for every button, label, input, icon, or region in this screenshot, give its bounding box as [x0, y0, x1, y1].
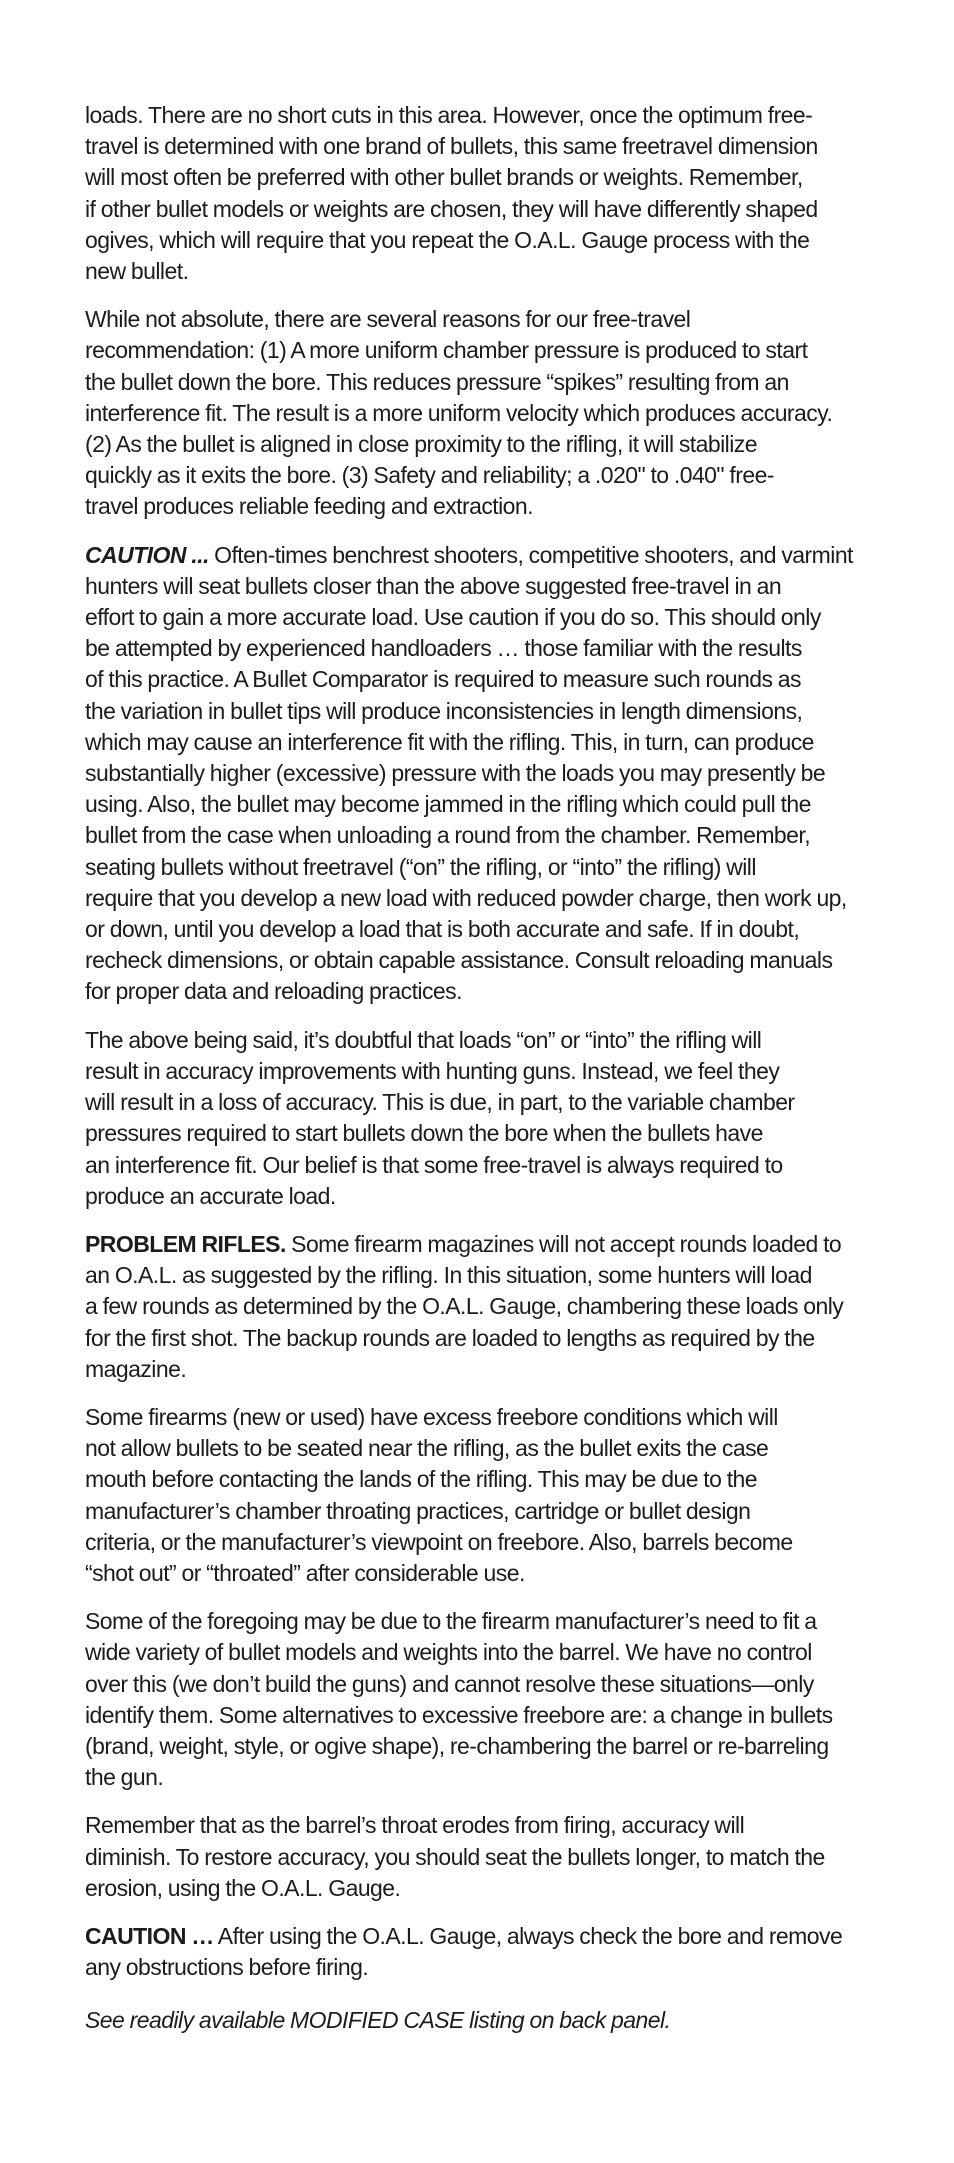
text-line: will result in a loss of accuracy. This is due, in part, to the variable chamber [85, 1089, 795, 1116]
text-line: loads. There are no short cuts in this area. However, once the optimum free- [85, 102, 813, 128]
text-line: (brand, weight, style, or ogive shape), re-chambering the barrel or re-barreling [85, 1732, 829, 1759]
text-line: effort to gain a more accurate load. Use caution if you do so. This should only [85, 604, 821, 631]
text-line: seating bullets without freetravel (“on” the rifling, or “into” the rifling) will [85, 853, 756, 880]
text-line: which may cause an interference fit with the rifling. This, in turn, can produce [85, 728, 814, 755]
paragraph-problem-rifles [85, 1229, 885, 1385]
text-line: “shot out” or “throated” after considerable use. [85, 1559, 525, 1586]
text-line: wide variety of bullet models and weights into the barrel. We have no control [85, 1639, 812, 1666]
text-line [85, 540, 885, 571]
text-line: result in accuracy improvements with hunting guns. Instead, we feel they [85, 1057, 780, 1084]
text-run: Some firearm magazines will not accept rounds loaded to [285, 1230, 842, 1257]
text-line: for the first shot. The backup rounds are loaded to lengths as required by the [85, 1324, 815, 1351]
text-line: diminish. To restore accuracy, you should seat the bullets longer, to match the [85, 1843, 825, 1870]
paragraph-hunting-guns [85, 1025, 885, 1212]
paragraph-caution-benchrest [85, 540, 885, 1008]
text-line: for proper data and reloading practices. [85, 978, 462, 1005]
text-line: magazine. [85, 1355, 187, 1382]
text-line: ogives, which will require that you repeat the O.A.L. Gauge process with the [85, 226, 810, 253]
paragraph-manufacturer-need [85, 1606, 885, 1793]
text-line: hunters will seat bullets closer than the above suggested free-travel in an [85, 572, 782, 599]
text-line: travel produces reliable feeding and extraction. [85, 493, 534, 520]
text-line: will most often be preferred with other bullet brands or weights. Remember, [85, 164, 803, 191]
text-line: Some firearms (new or used) have excess freebore conditions which will [85, 1403, 778, 1430]
text-line [85, 1921, 885, 1952]
text-line: if other bullet models or weights are chosen, they will have differently shaped [85, 195, 818, 222]
text-line: an O.A.L. as suggested by the rifling. In this situation, some hunters will load [85, 1262, 812, 1289]
text-line: require that you develop a new load with reduced powder charge, then work up, [85, 884, 847, 911]
text-line: identify them. Some alternatives to excessive freebore are: a change in bullets [85, 1701, 833, 1728]
text-line: an interference fit. Our belief is that some free-travel is always required to [85, 1151, 783, 1178]
text-line: new bullet. [85, 258, 189, 285]
text-line: using. Also, the bullet may become jammed in the rifling which could pull the [85, 791, 811, 818]
text-run: After using the O.A.L. Gauge, always check the bore and remove [213, 1922, 843, 1949]
caution-lead: CAUTION ... [85, 541, 209, 568]
text-line: mouth before contacting the lands of the rifling. This may be due to the [85, 1466, 758, 1493]
text-line: Some of the foregoing may be due to the firearm manufacturer’s need to fit a [85, 1608, 817, 1635]
text-line: be attempted by experienced handloaders … those familiar with the results [85, 635, 802, 662]
text-line: any obstructions before firing. [85, 1954, 369, 1981]
text-line: (2) As the bullet is aligned in close proximity to the rifling, it will stabilize [85, 431, 757, 458]
text-line: bullet from the case when unloading a round from the chamber. Remember, [85, 822, 811, 849]
text-line: criteria, or the manufacturer’s viewpoint on freebore. Also, barrels become [85, 1528, 793, 1555]
paragraph-excess-freebore [85, 1402, 885, 1589]
footnote-modified-case [85, 2005, 885, 2036]
text-line: or down, until you develop a load that is both accurate and safe. If in doubt, [85, 916, 800, 943]
text-line: over this (we don’t build the guns) and cannot resolve these situations—only [85, 1670, 814, 1697]
paragraph-free-travel-reasons [85, 304, 885, 522]
text-line: recheck dimensions, or obtain capable assistance. Consult reloading manuals [85, 947, 833, 974]
text-line: pressures required to start bullets down the bore when the bullets have [85, 1120, 763, 1147]
text-line: a few rounds as determined by the O.A.L. Gauge, chambering these loads only [85, 1293, 844, 1320]
text-line: travel is determined with one brand of bullets, this same freetravel dimension [85, 133, 818, 160]
text-line: quickly as it exits the bore. (3) Safety and reliability; a .020" to .040" free- [85, 462, 774, 489]
text-line: of this practice. A Bullet Comparator is required to measure such rounds as [85, 666, 801, 693]
text-line: Remember that as the barrel’s throat erodes from firing, accuracy will [85, 1812, 745, 1839]
text-run: Often-times benchrest shooters, competitive shooters, and varmint [208, 541, 853, 568]
text-line: The above being said, it’s doubtful that loads “on” or “into” the rifling will [85, 1026, 762, 1053]
text-line: substantially higher (excessive) pressure with the loads you may presently be [85, 760, 826, 787]
paragraph-caution-obstructions [85, 1921, 885, 1983]
paragraph-continuation [85, 100, 885, 287]
paragraph-throat-erosion [85, 1810, 885, 1904]
text-line: the gun. [85, 1764, 164, 1791]
text-line: produce an accurate load. [85, 1182, 336, 1209]
text-line: the bullet down the bore. This reduces pressure “spikes” resulting from an [85, 368, 789, 395]
text-line: interference fit. The result is a more uniform velocity which produces accuracy. [85, 399, 833, 426]
text-line: While not absolute, there are several reasons for our free-travel [85, 306, 691, 333]
text-line: See readily available MODIFIED CASE listing on back panel. [85, 2007, 671, 2034]
text-line: recommendation: (1) A more uniform chamber pressure is produced to start [85, 337, 808, 364]
text-line: not allow bullets to be seated near the rifling, as the bullet exits the case [85, 1435, 769, 1462]
caution-lead: CAUTION … [85, 1922, 214, 1949]
problem-rifles-heading: PROBLEM RIFLES. [85, 1230, 286, 1257]
document-page [85, 100, 885, 2054]
text-line: the variation in bullet tips will produce inconsistencies in length dimensions, [85, 697, 803, 724]
text-line [85, 1229, 885, 1260]
text-line: manufacturer’s chamber throating practices, cartridge or bullet design [85, 1497, 751, 1524]
text-line: erosion, using the O.A.L. Gauge. [85, 1874, 401, 1901]
